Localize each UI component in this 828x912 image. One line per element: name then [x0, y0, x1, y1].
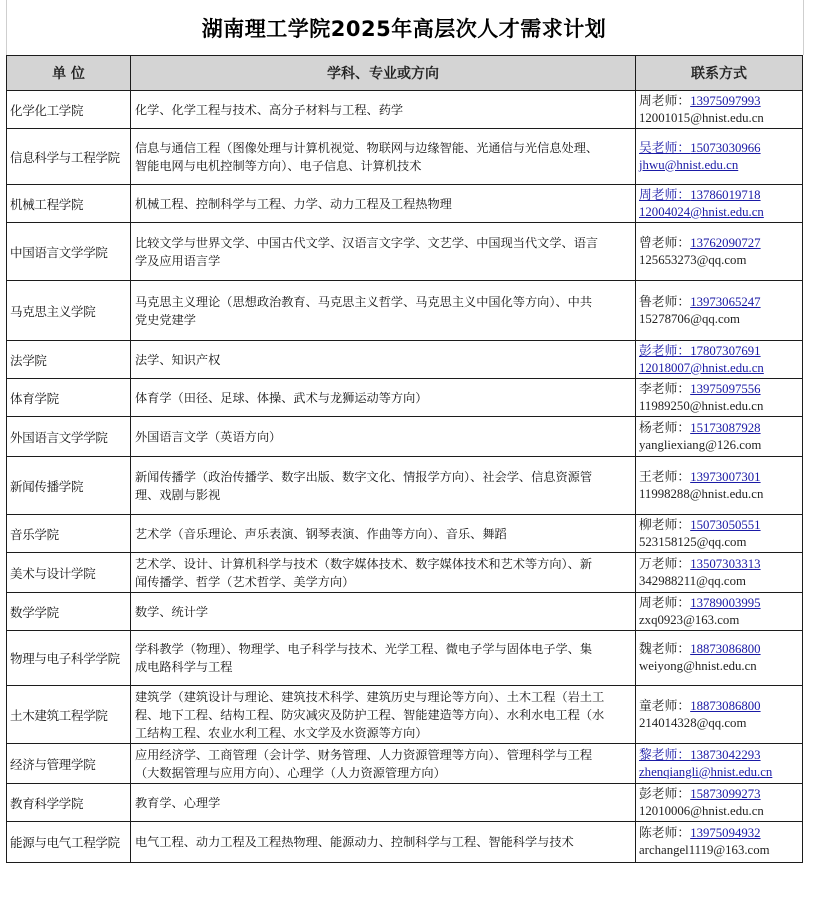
phone-link[interactable]: 13507303313: [690, 556, 761, 571]
contact-cell: [636, 686, 803, 744]
contact-person: 魏老师：: [639, 642, 691, 656]
contact-person-line: [639, 747, 799, 764]
contact-cell: [636, 784, 803, 822]
email-link[interactable]: jhwu@hnist.edu.cn: [639, 157, 739, 172]
contact-cell: [636, 379, 803, 417]
table-row: [7, 744, 803, 784]
subject-line: 教育学、心理学: [135, 795, 221, 810]
unit-cell: 能源与电气工程学院: [7, 822, 131, 863]
subject-line: 机械工程、控制科学与工程、力学、动力工程及工程热物理: [135, 196, 452, 211]
subject-cell: [131, 129, 636, 185]
contact-cell: [636, 129, 803, 185]
contact-cell: [636, 744, 803, 784]
subject-cell: [131, 686, 636, 744]
table-row: [7, 341, 803, 379]
subject-line: 信息与通信工程（图像处理与计算机视觉、物联网与边缘智能、光通信与光信息处理、: [135, 140, 599, 155]
contact-person-line: [639, 825, 799, 842]
email-text: 214014328@qq.com: [639, 715, 747, 730]
phone-link[interactable]: 13762090727: [690, 235, 761, 250]
contact-person: 鲁老师：: [639, 294, 691, 309]
contact-person: 万老师：: [639, 556, 691, 571]
email-text: weiyong@hnist.edu.cn: [639, 659, 757, 673]
email-link[interactable]: 12018007@hnist.edu.cn: [639, 360, 764, 375]
contact-person: 曾老师：: [639, 235, 691, 250]
contact-person-line: [639, 381, 799, 398]
phone-link[interactable]: 13973065247: [690, 294, 761, 309]
subject-line: 理、戏剧与影视: [135, 487, 221, 502]
contact-cell: [636, 417, 803, 457]
phone-link[interactable]: 18873086800: [690, 698, 761, 713]
contact-person-line: [639, 343, 799, 360]
phone-link[interactable]: 13975097993: [690, 93, 761, 108]
subject-line: 电气工程、动力工程及工程热物理、能源动力、控制科学与工程、智能科学与技术: [135, 835, 574, 849]
subject-cell: [131, 593, 636, 631]
contact-cell: [636, 457, 803, 515]
contact-person: 李老师：: [639, 381, 691, 396]
phone-link[interactable]: 17807307691: [690, 343, 761, 358]
email-link[interactable]: 12004024@hnist.edu.cn: [639, 204, 764, 219]
contact-person-line: [639, 235, 799, 252]
contact-person[interactable]: 黎老师：: [639, 747, 691, 762]
subject-line: 学及应用语言学: [135, 253, 221, 268]
contact-cell: [636, 631, 803, 686]
contact-cell: [636, 341, 803, 379]
table-row: [7, 223, 803, 281]
email-text: 11998288@hnist.edu.cn: [639, 486, 764, 501]
subject-line: 数学、统计学: [135, 604, 209, 619]
contact-person: 彭老师：: [639, 786, 691, 801]
unit-cell: 土木建筑工程学院: [7, 686, 131, 744]
contact-cell: [636, 185, 803, 223]
phone-link[interactable]: 13873042293: [690, 747, 761, 762]
subject-line: 比较文学与世界文学、中国古代文学、汉语言文字学、文艺学、中国现当代文学、语言: [135, 235, 599, 250]
unit-cell: 体育学院: [7, 379, 131, 417]
unit-cell: 经济与管理学院: [7, 744, 131, 784]
email-text: zxq0923@163.com: [639, 612, 740, 627]
subject-cell: [131, 223, 636, 281]
contact-person-line: [639, 187, 799, 204]
contact-cell: [636, 281, 803, 341]
subject-cell: [131, 822, 636, 863]
table-row: [7, 379, 803, 417]
contact-person: 陈老师：: [639, 826, 691, 840]
subject-line: 艺术学（音乐理论、声乐表演、钢琴表演、作曲等方向）、音乐、舞蹈: [135, 526, 507, 541]
unit-cell: 外国语言文学学院: [7, 417, 131, 457]
table-row: [7, 185, 803, 223]
subject-line: 闻传播学、哲学（艺术哲学、美学方向）: [135, 574, 355, 589]
unit-cell: 数学学院: [7, 593, 131, 631]
email-text: yangliexiang@126.com: [639, 437, 762, 452]
subject-line: 学科教学（物理）、物理学、电子科学与技术、光学工程、微电子学与固体电子学、集: [135, 642, 593, 656]
table-header-row: [7, 56, 803, 91]
subject-cell: [131, 553, 636, 593]
email-text: 125653273@qq.com: [639, 252, 747, 267]
contact-person: 杨老师：: [639, 420, 691, 435]
subject-line: 智能电网与电机控制等方向）、电子信息、计算机技术: [135, 158, 422, 173]
contact-person-line: [639, 786, 799, 803]
contact-person[interactable]: 周老师：: [639, 187, 691, 202]
email-text: 12010006@hnist.edu.cn: [639, 803, 764, 818]
subject-line: 应用经济学、工商管理（会计学、财务管理、人力资源管理等方向）、管理科学与工程: [135, 747, 593, 762]
subject-line: 新闻传播学（政治传播学、数字出版、数字文化、情报学方向）、社会学、信息资源管: [135, 469, 593, 484]
subject-line: 艺术学、设计、计算机科学与技术（数字媒体技术、数字媒体技术和艺术等方向）、新: [135, 556, 593, 571]
contact-person-line: [639, 641, 799, 658]
phone-link[interactable]: 13975097556: [690, 381, 761, 396]
subject-line: 化学、化学工程与技术、高分子材料与工程、药学: [135, 102, 404, 117]
header-subject: 学科、专业或方向: [131, 56, 636, 91]
email-text: archangel1119@163.com: [639, 843, 770, 857]
phone-link[interactable]: 18873086800: [690, 642, 761, 656]
subject-cell: [131, 784, 636, 822]
contact-cell: [636, 553, 803, 593]
subject-cell: [131, 341, 636, 379]
contact-person-line: [639, 469, 799, 486]
phone-link[interactable]: 13786019718: [690, 187, 761, 202]
subject-cell: [131, 281, 636, 341]
table-row: [7, 631, 803, 686]
subject-cell: [131, 417, 636, 457]
phone-link[interactable]: 13975094932: [690, 826, 761, 840]
unit-cell: 法学院: [7, 341, 131, 379]
subject-line: 程、地下工程、结构工程、防灾减灾及防护工程、智能建造等方向）、水利水电工程（水: [135, 707, 605, 722]
email-text: 11989250@hnist.edu.cn: [639, 398, 764, 413]
contact-person: 周老师：: [639, 93, 691, 108]
table-row: [7, 784, 803, 822]
phone-link[interactable]: 15873099273: [690, 786, 761, 801]
email-text: 12001015@hnist.edu.cn: [639, 110, 764, 125]
contact-cell: [636, 223, 803, 281]
unit-cell: 信息科学与工程学院: [7, 129, 131, 185]
contact-person-line: [639, 556, 799, 573]
contact-person-line: [639, 420, 799, 437]
table-row: [7, 91, 803, 129]
contact-cell: [636, 515, 803, 553]
contact-person[interactable]: 吴老师：: [639, 140, 691, 155]
header-unit: 单 位: [7, 56, 131, 91]
unit-cell: 新闻传播学院: [7, 457, 131, 515]
email-text: 342988211@qq.com: [639, 573, 746, 588]
email-text: 15278706@qq.com: [639, 311, 741, 326]
contact-person-line: [639, 93, 799, 110]
unit-cell: 化学化工学院: [7, 91, 131, 129]
contact-person-line: [639, 517, 799, 534]
subject-line: 成电路科学与工程: [135, 660, 233, 674]
subject-line: 党史党建学: [135, 312, 196, 327]
subject-cell: [131, 379, 636, 417]
contact-cell: [636, 822, 803, 863]
contact-person: 周老师：: [639, 595, 691, 610]
unit-cell: 美术与设计学院: [7, 553, 131, 593]
table-row: [7, 686, 803, 744]
contact-cell: [636, 91, 803, 129]
talent-demand-table: [6, 55, 803, 863]
subject-cell: [131, 631, 636, 686]
subject-cell: [131, 457, 636, 515]
table-row: [7, 593, 803, 631]
table-row: [7, 822, 803, 863]
unit-cell: 音乐学院: [7, 515, 131, 553]
phone-link[interactable]: 15173087928: [690, 420, 761, 435]
contact-cell: [636, 593, 803, 631]
unit-cell: 机械工程学院: [7, 185, 131, 223]
page-title: 湖南理工学院2025年高层次人才需求计划: [201, 16, 607, 41]
subject-line: （大数据管理与应用方向）、心理学（人力资源管理方向）: [135, 765, 446, 780]
contact-person-line: [639, 595, 799, 612]
unit-cell: 教育科学学院: [7, 784, 131, 822]
unit-cell: 中国语言文学学院: [7, 223, 131, 281]
subject-line: 外国语言文学（英语方向）: [135, 429, 282, 444]
header-contact: 联系方式: [636, 56, 803, 91]
phone-link[interactable]: 13789003995: [690, 595, 761, 610]
table-row: [7, 281, 803, 341]
table-row: [7, 457, 803, 515]
table-row: [7, 417, 803, 457]
subject-line: 法学、知识产权: [135, 352, 221, 367]
subject-cell: [131, 91, 636, 129]
email-text: 523158125@qq.com: [639, 534, 747, 549]
phone-link[interactable]: 13973007301: [690, 469, 761, 484]
contact-person-line: [639, 140, 799, 157]
contact-person: 王老师：: [639, 469, 691, 484]
subject-line: 工结构工程、农业水利工程、水文学及水资源等方向）: [135, 725, 428, 740]
contact-person[interactable]: 彭老师：: [639, 343, 691, 358]
subject-cell: [131, 744, 636, 784]
unit-cell: 马克思主义学院: [7, 281, 131, 341]
table-row: [7, 129, 803, 185]
contact-person-line: [639, 294, 799, 311]
phone-link[interactable]: 15073050551: [690, 517, 761, 532]
table-row: [7, 515, 803, 553]
contact-person: 柳老师：: [639, 517, 691, 532]
contact-person: 童老师：: [639, 698, 691, 713]
table-row: [7, 553, 803, 593]
subject-cell: [131, 515, 636, 553]
email-link[interactable]: zhenqiangli@hnist.edu.cn: [639, 764, 773, 779]
subject-line: 马克思主义理论（思想政治教育、马克思主义哲学、马克思主义中国化等方向）、中共: [135, 294, 593, 309]
subject-line: 建筑学（建筑设计与理论、建筑技术科学、建筑历史与理论等方向）、土木工程（岩土工: [135, 689, 605, 704]
unit-cell: 物理与电子科学学院: [7, 631, 131, 686]
contact-person-line: [639, 698, 799, 715]
phone-link[interactable]: 15073030966: [690, 140, 761, 155]
subject-line: 体育学（田径、足球、体操、武术与龙狮运动等方向）: [135, 390, 428, 405]
subject-cell: [131, 185, 636, 223]
